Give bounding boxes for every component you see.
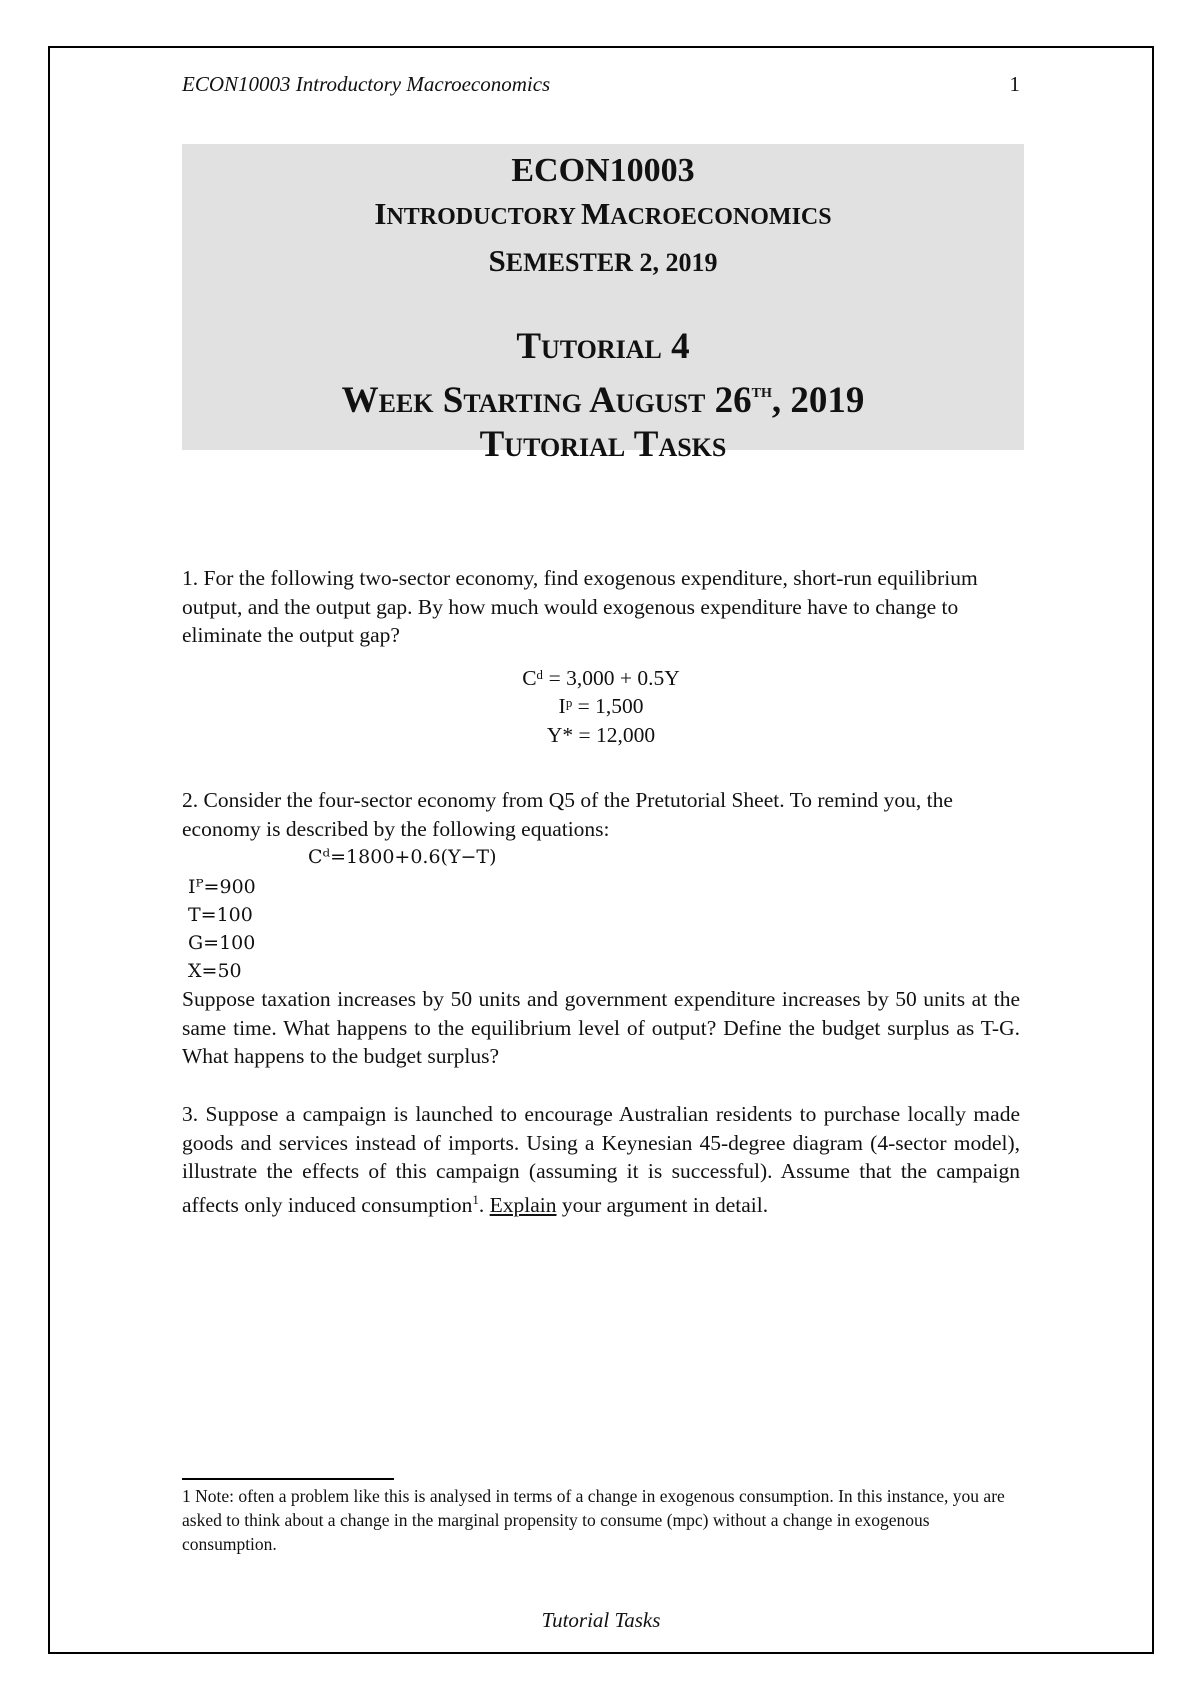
q1-eq-potential-output: Y* = 12,000	[546, 722, 656, 747]
week-text: Week Starting August 26	[341, 380, 752, 421]
week-starting	[182, 369, 1024, 423]
footnote-separator	[182, 1478, 394, 1480]
footnote-marker: 1	[472, 1191, 479, 1207]
q3-tail: your argument in detail.	[556, 1192, 769, 1217]
question-2	[182, 786, 1020, 1071]
tutorial-number: Tutorial 4	[516, 326, 690, 367]
running-header	[182, 72, 1020, 102]
week-superscript: th	[751, 380, 772, 402]
q2-text-2: Suppose taxation increases by 50 units and government expenditure increases by 50 units at the same time. What happens to the equilibrium level of output? Define the budget surplus as T-G. What happens to the budget surplus?	[182, 987, 1020, 1068]
page-footer: Tutorial Tasks	[541, 1608, 661, 1632]
semester-rest: EMESTER 2, 2019	[505, 248, 718, 277]
q1-text: 1. For the following two-sector economy, find exogenous expenditure, short-run equilibrium output, and the output gap. By how much would exogenous expenditure have to change to eliminate the output gap?	[182, 566, 978, 647]
q2-eq-exports: X=50	[188, 960, 242, 982]
semester-initial: S	[488, 243, 506, 278]
course-name	[182, 192, 1024, 239]
q2-eq-government: G=100	[188, 932, 256, 954]
course-name-rest-2: ACROECONOMICS	[610, 204, 832, 230]
q2-eq-consumption: Cᵈ=1800+0.6(Y−T)	[308, 846, 497, 868]
q2-eq-taxes: T=100	[188, 904, 253, 926]
course-name-initial-2: M	[580, 196, 611, 231]
q3-body: 3. Suppose a campaign is launched to encourage Australian residents to purchase locally made goods and services instead of imports. Using a Keynesian 45-degree diagram (4-sector model), illustrate the effects of this campaign (assuming it is successful). Assume that the campaign affects only induced consumption	[182, 1102, 1020, 1217]
q1-eq-consumption: Cᵈ = 3,000 + 0.5Y	[522, 665, 680, 690]
question-3	[182, 1100, 1020, 1219]
title-box	[182, 144, 1024, 465]
q1-eq-investment: Iᵖ = 1,500	[558, 694, 644, 718]
page-number: 1	[1009, 72, 1020, 96]
q3-period: .	[478, 1192, 490, 1217]
q2-eq-investment: Iᴾ=900	[188, 876, 256, 898]
question-1	[182, 564, 1020, 749]
course-name-rest-1: NTRODUCTORY	[386, 204, 581, 230]
q2-text: 2. Consider the four-sector economy from Q5 of the Pretutorial Sheet. To remind you, the economy is described by the following equations:	[182, 788, 953, 841]
tutorial-tasks-title: Tutorial Tasks	[479, 424, 727, 465]
q3-explain-underlined: Explain	[489, 1192, 557, 1217]
week-year: , 2019	[771, 380, 865, 421]
header-course: ECON10003 Introductory Macroeconomics	[182, 72, 551, 96]
q3-text	[182, 1100, 1020, 1219]
footnote: 1 Note: often a problem like this is analysed in terms of a change in exogenous consumption. In this instance, you are asked to think about a change in the marginal propensity to consume (mpc) without a change in exogenous consumption.	[182, 1486, 1005, 1554]
semester	[182, 239, 1024, 285]
course-code: ECON10003	[511, 152, 695, 189]
course-name-initial-1: I	[374, 196, 387, 231]
